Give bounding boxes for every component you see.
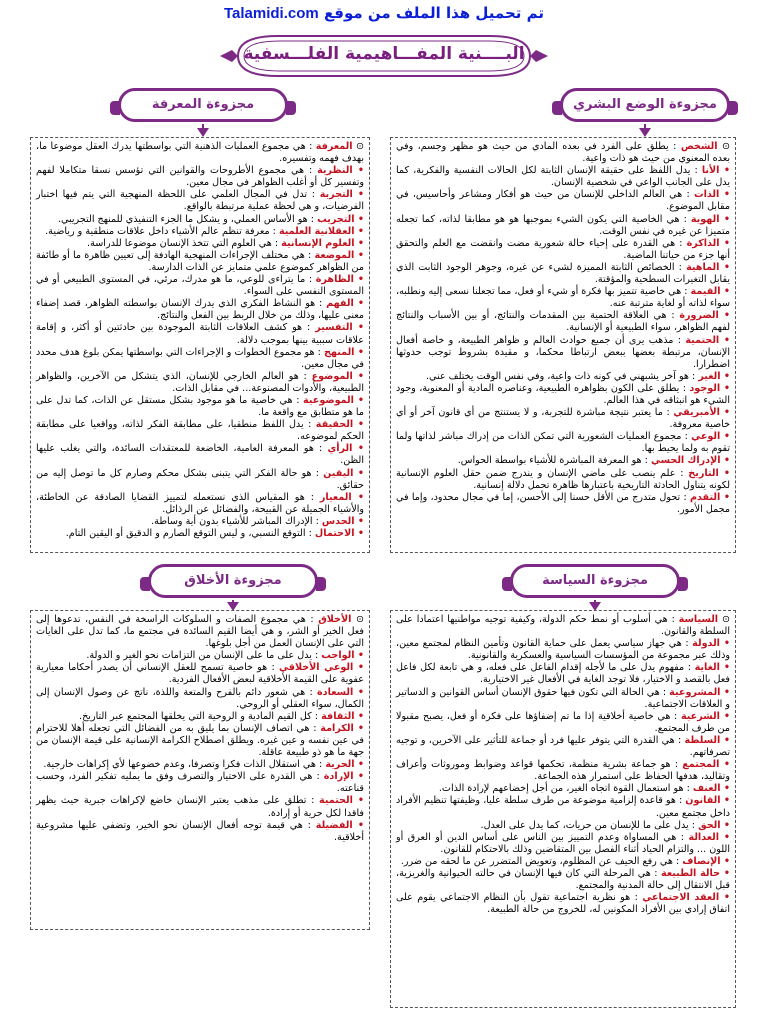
definition-text: هو حالة الفكر التي يتبنى بشكل محكم وصارم كل ما توصل إليه من حقائق. xyxy=(36,467,364,491)
arrow-down-icon xyxy=(639,128,651,137)
bullet-icon: • xyxy=(354,528,364,539)
definition-term: الأمبريقي xyxy=(673,407,720,419)
bullet-icon: • xyxy=(353,419,364,431)
bullet-icon: • xyxy=(354,759,364,771)
definition-entry: • العدالة : هي المساواة وعدم التمييز بين الناس على أساس الدين أو العرق أو اللون ... والتزام الحياد أثناء الفصل بين المتقاضين وذلك بالاحتكام للقانون. xyxy=(396,831,730,855)
bullet-icon: • xyxy=(353,722,364,734)
definition-entry: • الحرية : هي استقلال الذات فكرا وتصرفا، وعدم خضوعها لأي إكراهات خارجية. xyxy=(43,759,364,771)
definition-text: هو استعمال القوة اتجاه الغير، من أجل إخضاعهم لإرادة الذات. xyxy=(438,783,684,795)
bullet-icon: • xyxy=(720,455,730,467)
definition-text: الخصائص الثابتة المميزة لشيء عن غيره، وجوهر الوجود الثابت الذي يقابل التغيرات السطحية والمؤقتة. xyxy=(396,261,730,286)
definition-text: هي رفع الحيف عن المظلوم، وتعويض المتضرر عن ما لحقه من ضرر. xyxy=(400,855,673,867)
bullet-icon: • xyxy=(719,213,730,225)
definition-text: هي مختلف الإجراءات المنهجية الهادفة إلى تعيين ظاهرة ما أو طائفة من الظواهر كموضوع علمي متمايز عن الذات الدارسة. xyxy=(36,249,364,273)
section-header-knowledge-label: مجزوءة المعرفة xyxy=(151,97,255,112)
definition-entry: • الماهية : الخصائص الثابتة المميزة لشيء عن غيره، وجوهر الوجود الثابت الذي يقابل التغيرات السطحية والمؤقتة. xyxy=(396,261,730,286)
definition-text: التوقع النسبي، و ليس التوقع الصارم و الدقيق أو اليقين التام. xyxy=(65,528,306,539)
bullet-icon: • xyxy=(353,467,364,479)
definition-text: مفهوم يدل على ما لأجله إقدام الفاعل على فعله، و هي تابعة لكل فاعل فعل بالقصد و الاختيار، فلا توجد الغاية في الأفعال غير الاختيارية. xyxy=(396,662,730,686)
definition-entry: ⊙ الشخص : يطلق على الفرد في بعده المادي من حيث هو مظهر وجسم، وفي بعده المعنوي من حيث هو ذات واعية. xyxy=(396,141,730,165)
definition-text: هو نظرية اجتماعية تقول بأن النظام الاجتماعي يقوم على اتفاق إرادي بين الأفراد المكونين له، للخروج من حالة الطبيعة. xyxy=(396,892,730,916)
definition-entry: • الفضيلة : هي قيمة توجه أفعال الإنسان نحو الخير، وتضفي عليها مشروعية أخلاقية. xyxy=(36,819,364,843)
definition-text: هو مجموع الخطوات و الإجراءات التي بواسطتها يمكن بلوغ هدف محدد في مجال معين. xyxy=(36,346,364,370)
definition-term: الدولة xyxy=(692,638,720,650)
bullet-icon: • xyxy=(719,759,730,771)
definition-term: الاحتمال xyxy=(314,528,355,539)
bullet-icon: • xyxy=(720,855,730,867)
definition-term: الأنا xyxy=(701,165,720,177)
definition-text: هي الحالة التي تكون فيها حقوق الإنسان أساس القوانين و الدساتير و العلاقات الاجتماعية. xyxy=(396,686,730,710)
bullet-icon: • xyxy=(354,237,364,249)
bullet-icon: • xyxy=(720,867,730,879)
definition-term: المشروعية xyxy=(669,686,721,698)
definition-term: العقلانية العلمية xyxy=(278,225,355,237)
bullet-icon: • xyxy=(354,650,364,662)
definition-term: القيمة xyxy=(690,286,721,298)
definition-term: الماهية xyxy=(686,261,720,273)
definition-text: هي العالم الداخلي للإنسان من حيث هو أفكار ومشاعر وأحاسيس، في مقابل الموضوع. xyxy=(396,189,730,213)
definition-entry: • الضرورة : هي العلاقة الحتمية بين المقدمات والنتائج، أو بين الأسباب والنتائج لفهم الظواهر، سواء الطبيعية أو الإنسانية. xyxy=(396,310,730,334)
bullet-icon: • xyxy=(354,346,364,358)
definition-text: هو آخر يشبهني في كونه ذات واعية، وفي نفس الوقت يختلف عني. xyxy=(425,370,689,382)
circle-dot-icon: ⊙ xyxy=(718,614,730,625)
definition-term: العقد الاجتماعي xyxy=(642,892,720,904)
download-notice xyxy=(0,4,768,22)
definition-entry: • اليقين : هو حالة الفكر التي يتبنى بشكل محكم وصارم كل ما توصل إليه من حقائق. xyxy=(36,467,364,491)
definition-term: الوجود xyxy=(689,382,721,394)
definition-entry: • الموضعة : هي مختلف الإجراءات المنهجية الهادفة إلى تعيين ظاهرة ما أو طائفة من الظواهر كموضوع علمي متمايز عن الذات الدارسة. xyxy=(36,249,364,273)
definition-text: يطلق على الفرد في بعده المادي من حيث هو مظهر وجسم، وفي بعده المعنوي من حيث هو ذات واعية. xyxy=(396,141,730,165)
bullet-icon: • xyxy=(719,237,730,249)
bullet-icon: • xyxy=(720,431,730,443)
definition-text: معرفة تنظم عالم الأشياء داخل علاقات منطقية و رياضية. xyxy=(45,225,270,237)
bullet-icon: • xyxy=(719,407,730,419)
section-header-ethics-label: مجزوءة الأخلاق xyxy=(184,573,282,588)
definition-term: الرأي xyxy=(327,443,353,455)
definition-term: الحق xyxy=(698,819,721,831)
bullet-icon: • xyxy=(719,892,730,904)
section-header-politics xyxy=(510,564,680,598)
definition-term: الشرعية xyxy=(680,710,720,722)
definition-entry: ⊙ السياسة : هي أسلوب أو نمط حكم الدولة، وكيفية توجيه مواطنيها اعتمادا على السلطة والقانون. xyxy=(396,614,730,638)
definition-text: هو المقياس الذي نستعمله لتمييز القضايا الصادقة عن الخاطئة، والأشياء الجميلة عن القبيحة، والفضائل عن الرذائل. xyxy=(36,491,364,515)
download-notice-text: تم تحميل هذا الملف من موقع xyxy=(323,4,545,22)
definitions-box-politics xyxy=(390,610,736,1008)
definition-term: العلوم الإنسانية xyxy=(281,237,355,249)
circle-dot-icon: ⊙ xyxy=(351,614,364,625)
definition-entry: • التقدم : تحول متدرج من الأقل حسنا إلى الأحسن، إما في مجال محدود، وإما في مجمل الأمور. xyxy=(396,491,730,515)
definition-entry: • العلوم الإنسانية : هي العلوم التي تتخذ الإنسان موضوعا للدراسة. xyxy=(87,237,364,249)
page-title: البــــنية المفـــاهيمية الفلـــسفية xyxy=(243,44,525,64)
definition-text: هي العلاقة الحتمية بين المقدمات والنتائج، أو بين الأسباب والنتائج لفهم الظواهر، سواء الطبيعية أو الإنسانية. xyxy=(396,310,730,334)
section-header-knowledge xyxy=(118,88,288,122)
definition-term: الموضوعية xyxy=(303,394,354,406)
bullet-icon: • xyxy=(353,298,364,310)
bullet-icon: • xyxy=(719,334,730,346)
definition-text: هي العلوم التي تتخذ الإنسان موضوعا للدراسة. xyxy=(87,237,272,249)
definition-term: التجربة xyxy=(319,189,353,201)
definition-text: هو العالم الخارجي للإنسان، الذي يتشكل من الآخرين، والظواهر الطبيعية، والأدوات المصنوعة... في مقابل الذات. xyxy=(36,370,364,394)
bullet-icon: • xyxy=(719,261,730,273)
bullet-icon: • xyxy=(719,165,730,177)
definition-text: هي مجموع الصفات و السلوكات الراسخة في النفس، تدعوها إلى فعل الخير أو الشر، و هي أيضا القيم السائدة في مجتمع ما، كما تدل على الغايات التي على الإنسان العمل من أجل بلوغها. xyxy=(36,614,364,650)
bullet-icon: • xyxy=(353,771,364,783)
definition-entry: • الموضوعية : هي خاصية ما هو موجود بشكل مستقل عن الذات، كما تدل على ما هو متطابق مع واقعة ما. xyxy=(36,394,364,419)
bullet-icon: • xyxy=(720,783,730,795)
definition-text: هي خاصية تتميز بها فكرة أو شيء أو فعل، مما تجعلنا نسعى إليه ونطلبه، سواء لذاته أو لغاية مترتبة عنه. xyxy=(396,286,730,310)
definition-term: السياسة xyxy=(678,614,719,625)
definition-term: الفهم xyxy=(326,298,354,310)
bullet-icon: • xyxy=(352,370,364,382)
definition-entry: • السعادة : هي شعور دائم بالفرح والمتعة واللذة، ناتج عن وصول الإنسان إلى الكمال، سواء العقلي أو الروحي. xyxy=(36,686,364,710)
definition-term: القانون xyxy=(685,795,721,807)
definition-entry: • العقلانية العلمية : معرفة تنظم عالم الأشياء داخل علاقات منطقية و رياضية. xyxy=(45,225,364,237)
definition-entry: • الثقافة : كل القيم المادية و الروحية التي يخلقها المجتمع عبر التاريخ. xyxy=(79,710,364,722)
section-header-human xyxy=(560,88,730,122)
definition-text: ما يعتبر نتيجة مباشرة للتجربة، و لا يستنتج من أي قانون آخر أو أي خاصية معروفة. xyxy=(396,407,730,431)
title-frame xyxy=(218,30,550,82)
bullet-icon: • xyxy=(352,819,364,831)
definition-entry: • الإنصاف : هي رفع الحيف عن المظلوم، وتعويض المتضرر عن ما لحقه من ضرر. xyxy=(400,855,730,867)
definition-entry: • الحق : يدل على ما للإنسان من حريات، كما يدل على العدل. xyxy=(480,819,730,831)
definition-entry: • الحقيقة : يدل اللفظ منطقيا، على مطابقة الفكر لذاته، وواقعيا على مطابقة الحكم لموضوعه. xyxy=(36,419,364,443)
definition-entry: • الوعي : مجموع العمليات الشعورية التي تمكن الذات من إدراك مباشر لذاتها ولما تقوم به ولما يحيط بها. xyxy=(396,431,730,455)
bullet-icon: • xyxy=(719,710,730,722)
definition-term: الحدس xyxy=(321,515,355,527)
definition-entry: • العنف : هو استعمال القوة اتجاه الغير، من أجل إخضاعهم لإرادة الذات. xyxy=(438,783,730,795)
definition-term: الإنصاف xyxy=(682,855,721,867)
definition-term: الغاية xyxy=(694,662,720,674)
definition-term: التقدم xyxy=(689,491,721,503)
definition-text: هي شعور دائم بالفرح والمتعة واللذة، ناتج عن وصول الإنسان إلى الكمال، سواء العقلي أو الروحي. xyxy=(36,686,364,710)
definition-entry: • المنهج : هو مجموع الخطوات و الإجراءات التي بواسطتها يمكن بلوغ هدف محدد في مجال معين. xyxy=(36,346,364,370)
definition-entry: • الإرادة : هي القدرة على الاختيار والتصرف وفق ما يمليه تفكير الفرد، وحسب قناعته. xyxy=(36,771,364,795)
definition-term: الإدراك الحسي xyxy=(650,455,721,467)
definition-term: الغير xyxy=(698,370,721,382)
definition-text: تطلق على مذهب يعتبر الإنسان خاضع لإكراهات جبرية حيث يظهر فاقدا لكل حرية أو إرادة. xyxy=(36,795,364,819)
definition-entry: • القانون : هو قاعدة إلزامية موضوعة من طرف سلطة عليا، وظيفتها تنظيم الأفراد داخل مجتمع معين. xyxy=(396,795,730,819)
section-header-human-label: مجزوءة الوضع البشري xyxy=(573,97,717,112)
definition-entry: • التفسير : هو كشف العلاقات الثابتة الموجودة بين حادثتين أو أكثر، و إقامة علاقات سببية بينها بموجب دلالة. xyxy=(36,322,364,346)
bullet-icon: • xyxy=(352,165,364,177)
definition-entry: • الحدس : الإدراك المباشر للأشياء بدون أية وساطة. xyxy=(151,515,364,527)
definition-term: الوعي الأخلاقي xyxy=(278,662,354,674)
bullet-icon: • xyxy=(351,491,364,503)
bullet-icon: • xyxy=(719,831,730,843)
definition-term: التاريخ xyxy=(688,467,719,479)
definition-term: الذاكرة xyxy=(686,237,720,249)
definition-term: الحتمية xyxy=(685,334,720,346)
definition-entry: • الحتمية : تطلق على مذهب يعتبر الإنسان خاضع لإكراهات جبرية حيث يظهر فاقدا لكل حرية أو إرادة. xyxy=(36,795,365,819)
definition-entry: • الذاكرة : هي القدرة على إحياء حالة شعورية مضت وانقضت مع العلم والتحقق أنها جزء من حياتنا الماضية. xyxy=(396,237,730,261)
bullet-icon: • xyxy=(720,734,730,746)
definition-text: هي المرحلة التي كان فيها الإنسان في حالته الحيوانية والغريزية، قبل الانتقال إلى حالة المدنية والمجتمع. xyxy=(396,867,730,892)
definition-term: الهوية xyxy=(690,213,720,225)
bullet-icon: • xyxy=(720,686,730,698)
definition-term: المعرفة xyxy=(315,141,353,152)
definition-text: هو الأساس العملي، و يشكل ما الجزء التنفيذي للمنهج التجريبي. xyxy=(57,213,308,225)
arrow-down-icon xyxy=(197,128,209,137)
definition-text: هي مجموع الأطروحات والقوانين التي تؤسس نسقا متكاملا لفهم وتفسير كل أو أغلب الظواهر في مجال معين. xyxy=(36,165,364,189)
bullet-icon: • xyxy=(720,491,730,503)
definition-text: هي خاصية أخلاقية إذا ما تم إضفاؤها على فكرة أو فعل، يصبح مقبولا من طرف المجتمع. xyxy=(396,710,730,734)
bullet-icon: • xyxy=(719,189,730,201)
bullet-icon: • xyxy=(352,189,364,201)
definition-entry: • الشرعية : هي خاصية أخلاقية إذا ما تم إضفاؤها على فكرة أو فعل، يصبح مقبولا من طرف المجتمع. xyxy=(396,710,730,734)
definition-entry: • الموضوع : هو العالم الخارجي للإنسان، الذي يتشكل من الآخرين، والظواهر الطبيعية، والأدوات المصنوعة... في مقابل الذات. xyxy=(36,370,364,394)
definition-term: المعيار xyxy=(319,491,352,503)
bullet-icon: • xyxy=(718,310,730,322)
definition-text: هي القدرة على الاختيار والتصرف وفق ما يمليه تفكير الفرد، وحسب قناعته. xyxy=(36,771,364,795)
definition-text: هي مجموع العمليات الذهنية التي بواسطتها يدرك العقل موضوعا ما، بهدف فهمه وتفسيره. xyxy=(36,141,364,165)
definition-entry: • الحتمية : مذهب يرى أن جميع حوادث العالم و ظواهر الطبيعة، و خاصة أفعال الإنسان، مرتبطة بعضها ببعض ارتباطا محكما، و مقيدة بشروط توجب حدوثها اضطرارا. xyxy=(396,334,730,370)
bullet-icon: • xyxy=(353,274,364,286)
definition-term: الحرية xyxy=(325,759,355,771)
definition-term: السلطة xyxy=(684,734,721,746)
definition-term: الوعي xyxy=(691,431,721,443)
definition-term: المنهج xyxy=(323,346,355,358)
definition-entry: • المجتمع : هو جماعة بشرية منظمة، تحكمها قواعد وضوابط وموروثات وأعراف وتقاليد، هدفها الحفاظ على استمرار هذه الجماعة. xyxy=(396,759,730,783)
definition-entry: • الواجب : يدل على ما على الإنسان من التزامات نحو الغير و الدولة. xyxy=(86,650,364,662)
definition-text: مذهب يرى أن جميع حوادث العالم و ظواهر الطبيعة، و خاصة أفعال الإنسان، مرتبطة بعضها ببعض ارتباطا محكما، و مقيدة بشروط توجب حدوثها اضطرارا. xyxy=(396,334,730,370)
definition-entry: • الظاهرة : ما يتراءى للوعي، ما هو مدرك، مرئي، في المستوى الطبيعي أو في المستوى النفسي على السواء. xyxy=(36,274,364,298)
definition-text: يدل اللفظ منطقيا، على مطابقة الفكر لذاته، وواقعيا على مطابقة الحكم لموضوعه. xyxy=(36,419,364,443)
definition-text: هي قيمة توجه أفعال الإنسان نحو الخير، وتضفي عليها مشروعية أخلاقية. xyxy=(36,819,364,843)
definition-term: الموضعة xyxy=(314,249,355,261)
definition-term: العدالة xyxy=(688,831,720,843)
circle-dot-icon: ⊙ xyxy=(717,141,730,152)
definition-entry: • الوجود : يطلق على الكون بظواهره الطبيعية، وعناصره المادية أو المعنوية، وجود الشيء هو انبثاقه في هذا العالم. xyxy=(396,382,730,406)
definition-text: هي خاصية ما هو موجود بشكل مستقل عن الذات، كما تدل على ما هو متطابق مع واقعة ما. xyxy=(36,394,364,419)
definition-term: الأخلاق xyxy=(318,614,352,625)
definition-entry: • العقد الاجتماعي : هو نظرية اجتماعية تقول بأن النظام الاجتماعي يقوم على اتفاق إرادي بين الأفراد المكونين له، للخروج من حالة الطبيعة. xyxy=(396,892,730,916)
definition-text: ما يتراءى للوعي، ما هو مدرك، مرئي، في المستوى الطبيعي أو في المستوى النفسي على السواء. xyxy=(36,274,364,298)
bullet-icon: • xyxy=(719,662,730,674)
definition-entry: • الهوية : هي الخاصية التي يكون الشيء بموجبها هو هو مطابقا لذاته، كما تجعله متميزا عن غيره في نفس الوقت. xyxy=(396,213,730,237)
definition-text: مجموع العمليات الشعورية التي تمكن الذات من إدراك مباشر لذاتها ولما تقوم به ولما يحيط بها. xyxy=(396,431,730,455)
definition-entry: • الذات : هي العالم الداخلي للإنسان من حيث هو أفكار ومشاعر وأحاسيس، في مقابل الموضوع. xyxy=(396,189,730,213)
bullet-icon: • xyxy=(720,286,730,298)
definition-entry: • حالة الطبيعة : هي المرحلة التي كان فيها الإنسان في حالته الحيوانية والغريزية، قبل الانتقال إلى حالة المدنية والمجتمع. xyxy=(396,867,730,892)
definition-text: هي الخاصية التي يكون الشيء بموجبها هو هو مطابقا لذاته، كما تجعله متميزا عن غيره في نفس الوقت. xyxy=(396,213,730,237)
definition-term: الإرادة xyxy=(323,771,354,783)
definitions-box-ethics xyxy=(30,610,370,930)
definition-entry: • السلطة : هي القدرة التي يتوفر عليها فرد أو جماعة للتأثير على الآخرين، و توجيه تصرفاتهم. xyxy=(396,734,730,759)
bullet-icon: • xyxy=(720,382,730,394)
definition-term: العنف xyxy=(692,783,721,795)
definition-entry: • المعيار : هو المقياس الذي نستعمله لتمييز القضايا الصادقة عن الخاطئة، والأشياء الجميلة عن القبيحة، والفضائل عن الرذائل. xyxy=(36,491,364,515)
definition-entry: • المشروعية : هي الحالة التي تكون فيها حقوق الإنسان أساس القوانين و الدساتير و العلاقات الاجتماعية. xyxy=(396,686,730,710)
definition-text: هو كشف العلاقات الثابتة الموجودة بين حادثتين أو أكثر، و إقامة علاقات سببية بينها بموجب دلالة. xyxy=(36,322,364,346)
definition-text: هي استقلال الذات فكرا وتصرفا، وعدم خضوعها لأي إكراهات خارجية. xyxy=(43,759,316,771)
definition-text: هي القدرة التي يتوفر عليها فرد أو جماعة للتأثير على الآخرين، و توجيه تصرفاتهم. xyxy=(396,734,730,759)
definition-text: علم ينصب على ماضي الإنسان و يندرج ضمن حقل العلوم الإنسانية لكونه يتناول الحادثة التاريخية باعتبارها ظاهرة تحمل دلالة إنسانية. xyxy=(396,467,730,491)
definition-term: الشخص xyxy=(680,141,718,152)
definition-entry: • القيمة : هي خاصية تتميز بها فكرة أو شيء أو فعل، مما تجعلنا نسعى إليه ونطلبه، سواء لذاته أو لغاية مترتبة عنه. xyxy=(396,286,730,310)
bullet-icon: • xyxy=(352,322,364,334)
definition-term: الذات xyxy=(693,189,720,201)
definition-entry: • النظرية : هي مجموع الأطروحات والقوانين التي تؤسس نسقا متكاملا لفهم وتفسير كل أو أغلب الظواهر في مجال معين. xyxy=(36,165,364,189)
bullet-icon: • xyxy=(352,795,365,807)
definition-entry: • التجربة : تدل في المجال العلمي على اللحظة المنهجية التي يتم فيها اختبار الفرضيات، و هي لحظة عملية مرتبطة بالواقع. xyxy=(36,189,364,213)
definition-term: الحتمية xyxy=(319,795,353,807)
definition-term: الضرورة xyxy=(679,310,719,322)
definition-entry: • الغير : هو آخر يشبهني في كونه ذات واعية، وفي نفس الوقت يختلف عني. xyxy=(425,370,730,382)
definition-entry: • الدولة : هي جهاز سياسي يعمل على حماية القانون وتأمين النظام لمجتمع معين، وذلك عبر مجموعة من المؤسسات السياسية والعسكرية والقانونية. xyxy=(396,638,730,662)
definition-entry: • الأنا : يدل اللفظ على حقيقة الإنسان الثابتة لكل الحالات النفسية والفكرية، كما يدل على الجانب الواعي في شخصية الإنسان. xyxy=(396,165,730,189)
definition-text: تدل في المجال العلمي على اللحظة المنهجية التي يتم فيها اختبار الفرضيات، و هي لحظة عملية مرتبطة بالواقع. xyxy=(36,189,364,213)
definition-entry: • التاريخ : علم ينصب على ماضي الإنسان و يندرج ضمن حقل العلوم الإنسانية لكونه يتناول الحادثة التاريخية باعتبارها ظاهرة تحمل دلالة إنسانية. xyxy=(396,467,730,491)
definition-text: يدل على ما على الإنسان من التزامات نحو الغير و الدولة. xyxy=(86,650,312,662)
bullet-icon: • xyxy=(719,638,730,650)
definition-text: هو المعرفة العامية، الخاضعة للمعتقدات السائدة، والتي يغلب عليها الظن. xyxy=(36,443,364,467)
definition-term: اليقين xyxy=(323,467,354,479)
definition-term: الثقافة xyxy=(321,710,355,722)
bullet-icon: • xyxy=(353,662,364,674)
definition-text: هي المساواة وعدم التمييز بين الناس على أساس الدين أو العرق أو اللون ... والتزام الحياد أثناء الفصل بين المتقاضين وذلك بالاحتكام للقانون. xyxy=(396,831,730,855)
definition-entry: • الاحتمال : التوقع النسبي، و ليس التوقع الصارم و الدقيق أو اليقين التام. xyxy=(65,528,364,539)
definition-term: الموضوع xyxy=(311,370,353,382)
definition-text: هي القدرة على إحياء حالة شعورية مضت وانقضت مع العلم والتحقق أنها جزء من حياتنا الماضية. xyxy=(396,237,730,261)
definition-text: يدل على ما للإنسان من حريات، كما يدل على العدل. xyxy=(480,819,689,831)
definition-entry: • الفهم : هو النشاط الفكري الذي يدرك الإنسان بواسطته الظواهر، قصد إضفاء معنى عليها، وذلك من خلال الربط بين الفعل والنتائج. xyxy=(36,298,364,322)
bullet-icon: • xyxy=(718,467,730,479)
definition-entry: • الإدراك الحسي : هو المعرفة المباشرة للأشياء بواسطة الحواس. xyxy=(457,455,730,467)
definition-text: هو النشاط الفكري الذي يدرك الإنسان بواسطته الظواهر، قصد إضفاء معنى عليها، وذلك من خلال الربط بين الفعل والنتائج. xyxy=(36,298,364,322)
definition-text: هو قاعدة إلزامية موضوعة من طرف سلطة عليا، وظيفتها تنظيم الأفراد داخل مجتمع معين. xyxy=(396,795,730,819)
definition-text: هو المعرفة المباشرة للأشياء بواسطة الحواس. xyxy=(457,455,642,467)
definition-text: هو جماعة بشرية منظمة، تحكمها قواعد وضوابط وموروثات وأعراف وتقاليد، هدفها الحفاظ على استمرار هذه الجماعة. xyxy=(396,759,730,783)
bullet-icon: • xyxy=(354,225,364,237)
definition-entry: ⊙ الأخلاق : هي مجموع الصفات و السلوكات الراسخة في النفس، تدعوها إلى فعل الخير أو الشر، و هي أيضا القيم السائدة في مجتمع ما، كما تدل على الغايات التي على الإنسان العمل من أجل بلوغها. xyxy=(36,614,364,650)
definition-text: يطلق على الكون بظواهره الطبيعية، وعناصره المادية أو المعنوية، وجود الشيء هو انبثاقه في هذا العالم. xyxy=(396,382,730,406)
definition-term: التجريب xyxy=(317,213,355,225)
definition-term: النظرية xyxy=(317,165,353,177)
definition-term: السعادة xyxy=(317,686,354,698)
definition-text: كل القيم المادية و الروحية التي يخلقها المجتمع عبر التاريخ. xyxy=(79,710,312,722)
bullet-icon: • xyxy=(353,394,364,406)
bullet-icon: • xyxy=(720,795,730,807)
definition-text: هي أسلوب أو نمط حكم الدولة، وكيفية توجيه مواطنيها اعتمادا على السلطة والقانون. xyxy=(396,614,730,638)
bullet-icon: • xyxy=(352,443,364,455)
bullet-icon: • xyxy=(354,515,364,527)
circle-dot-icon: ⊙ xyxy=(352,141,364,152)
definition-term: الكرامة xyxy=(320,722,354,734)
definition-text: هي اتصاف الإنسان بما يليق به من الفضائل التي تجعله أهلا للاحترام في عين نفسه و عين غيره. ويطلق اصطلاح الكرامة الإنسانية على قيمة الإنسان من جهة ما هو ذو طبيعة عاقلة. xyxy=(36,722,364,759)
definition-term: الواجب xyxy=(321,650,355,662)
section-header-ethics xyxy=(148,564,318,598)
definition-entry: ⊙ المعرفة : هي مجموع العمليات الذهنية التي بواسطتها يدرك العقل موضوعا ما، بهدف فهمه وتفسيره. xyxy=(36,141,364,165)
definitions-box-human xyxy=(390,137,736,553)
definition-entry: • الغاية : مفهوم يدل على ما لأجله إقدام الفاعل على فعله، و هي تابعة لكل فاعل فعل بالقصد و الاختيار، فلا توجد الغاية في الأفعال غير الاختيارية. xyxy=(396,662,730,686)
definition-entry: • الأمبريقي : ما يعتبر نتيجة مباشرة للتجربة، و لا يستنتج من أي قانون آخر أو أي خاصية معروفة. xyxy=(396,407,730,431)
bullet-icon: • xyxy=(720,819,730,831)
definition-text: الإدراك المباشر للأشياء بدون أية وساطة. xyxy=(151,515,313,527)
definition-term: الفضيلة xyxy=(315,819,353,831)
definition-entry: • الكرامة : هي اتصاف الإنسان بما يليق به من الفضائل التي تجعله أهلا للاحترام في عين نفسه و عين غيره. ويطلق اصطلاح الكرامة الإنسانية على قيمة الإنسان من جهة ما هو ذو طبيعة عاقلة. xyxy=(36,722,364,759)
definition-text: تحول متدرج من الأقل حسنا إلى الأحسن، إما في مجال محدود، وإما في مجمل الأمور. xyxy=(396,491,730,515)
definition-text: يدل اللفظ على حقيقة الإنسان الثابتة لكل الحالات النفسية والفكرية، كما يدل على الجانب الواعي في شخصية الإنسان. xyxy=(396,165,730,189)
definition-text: هي جهاز سياسي يعمل على حماية القانون وتأمين النظام لمجتمع معين، وذلك عبر مجموعة من المؤسسات السياسية والعسكرية والقانونية. xyxy=(396,638,730,662)
bullet-icon: • xyxy=(720,370,730,382)
definition-text: هو خاصية تسمح للعقل الإنساني أن يصدر أحكاما معيارية عفوية على القيمة الأخلاقية لبعض الأفعال الفردية. xyxy=(36,662,364,686)
definition-term: المجتمع xyxy=(682,759,720,771)
bullet-icon: • xyxy=(353,686,364,698)
definition-term: الحقيقة xyxy=(315,419,354,431)
definition-term: حالة الطبيعة xyxy=(661,867,721,879)
definition-term: الظاهرة xyxy=(315,274,354,286)
bullet-icon: • xyxy=(354,213,364,225)
bullet-icon: • xyxy=(354,710,364,722)
definition-entry: • الوعي الأخلاقي : هو خاصية تسمح للعقل الإنساني أن يصدر أحكاما معيارية عفوية على القيمة الأخلاقية لبعض الأفعال الفردية. xyxy=(36,662,364,686)
definition-entry: • التجريب : هو الأساس العملي، و يشكل ما الجزء التنفيذي للمنهج التجريبي. xyxy=(57,213,364,225)
definition-term: التفسير xyxy=(315,322,353,334)
definition-entry: • الرأي : هو المعرفة العامية، الخاضعة للمعتقدات السائدة، والتي يغلب عليها الظن. xyxy=(36,443,364,467)
section-header-politics-label: مجزوءة السياسة xyxy=(542,573,648,588)
site-link[interactable]: Talamidi.com xyxy=(223,5,319,22)
bullet-icon: • xyxy=(354,249,364,261)
definitions-box-knowledge xyxy=(30,137,370,553)
